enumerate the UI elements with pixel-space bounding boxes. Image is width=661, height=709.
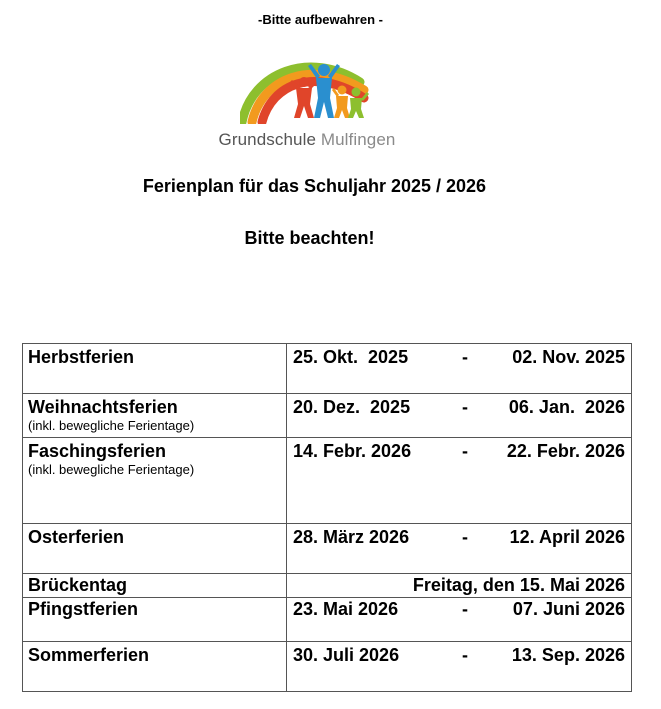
holiday-note: (inkl. bewegliche Ferientage) <box>28 418 195 433</box>
holiday-table <box>22 343 632 692</box>
end-date: 13. Sep. 2026 <box>511 645 625 665</box>
range-dash: - <box>462 527 468 547</box>
holiday-dates-cell <box>287 344 632 394</box>
holiday-name-cell <box>23 394 287 438</box>
range-dash: - <box>462 397 468 417</box>
bridge-day-date: Freitag, den 15. Mai 2026 <box>412 575 625 595</box>
rainbow-family-icon <box>240 52 374 124</box>
holiday-dates-cell <box>287 438 632 524</box>
table-row <box>23 598 632 642</box>
holiday-name: Herbstferien <box>28 347 135 367</box>
range-dash: - <box>462 347 468 367</box>
table-row <box>23 394 632 438</box>
holiday-name: Brückentag <box>28 575 128 595</box>
end-date: 12. April 2026 <box>509 527 625 547</box>
holiday-dates-cell <box>287 642 632 692</box>
end-date: 07. Juni 2026 <box>512 599 625 619</box>
date-range <box>293 598 625 620</box>
date-range <box>293 394 625 418</box>
date-range <box>293 344 625 368</box>
holiday-name: Sommerferien <box>28 645 150 665</box>
start-date: 30. Juli 2026 <box>293 645 400 665</box>
range-dash: - <box>462 441 468 461</box>
end-date: 22. Febr. 2026 <box>506 441 625 461</box>
holiday-name-cell <box>23 344 287 394</box>
page-title: Ferienplan für das Schuljahr 2025 / 2026 <box>142 176 487 196</box>
page-subtitle: Bitte beachten! <box>244 228 375 248</box>
holiday-name-cell <box>23 574 287 598</box>
end-date: 06. Jan. 2026 <box>508 397 625 417</box>
date-single <box>293 574 625 596</box>
holiday-name: Faschingsferien <box>28 441 167 461</box>
holiday-name-cell <box>23 524 287 574</box>
school-name-part1: Grundschule <box>218 130 317 149</box>
table-row <box>23 524 632 574</box>
school-name <box>212 130 402 150</box>
holiday-name-cell <box>23 642 287 692</box>
holiday-name-cell <box>23 438 287 524</box>
keep-notice: -Bitte aufbewahren - <box>258 12 383 27</box>
range-dash: - <box>462 599 468 619</box>
school-logo <box>212 52 402 152</box>
school-name-part2: Mulfingen <box>320 130 396 149</box>
date-range <box>293 438 625 462</box>
start-date: 23. Mai 2026 <box>293 599 399 619</box>
table-row <box>23 344 632 394</box>
holiday-note: (inkl. bewegliche Ferientage) <box>28 462 195 477</box>
table-row <box>23 438 632 524</box>
date-range <box>293 524 625 548</box>
table-row <box>23 642 632 692</box>
table-row <box>23 574 632 598</box>
holiday-dates-cell <box>287 524 632 574</box>
holiday-name: Pfingstferien <box>28 599 139 619</box>
holiday-name: Osterferien <box>28 527 125 547</box>
holiday-dates-cell <box>287 574 632 598</box>
date-range <box>293 642 625 666</box>
start-date: 28. März 2026 <box>293 527 410 547</box>
range-dash: - <box>462 645 468 665</box>
holiday-dates-cell <box>287 394 632 438</box>
holiday-name-cell <box>23 598 287 642</box>
end-date: 02. Nov. 2025 <box>512 347 625 367</box>
holiday-name: Weihnachtsferien <box>28 397 178 417</box>
start-date: 14. Febr. 2026 <box>293 441 412 461</box>
holiday-dates-cell <box>287 598 632 642</box>
start-date: 20. Dez. 2025 <box>293 397 411 417</box>
start-date: 25. Okt. 2025 <box>293 347 409 367</box>
